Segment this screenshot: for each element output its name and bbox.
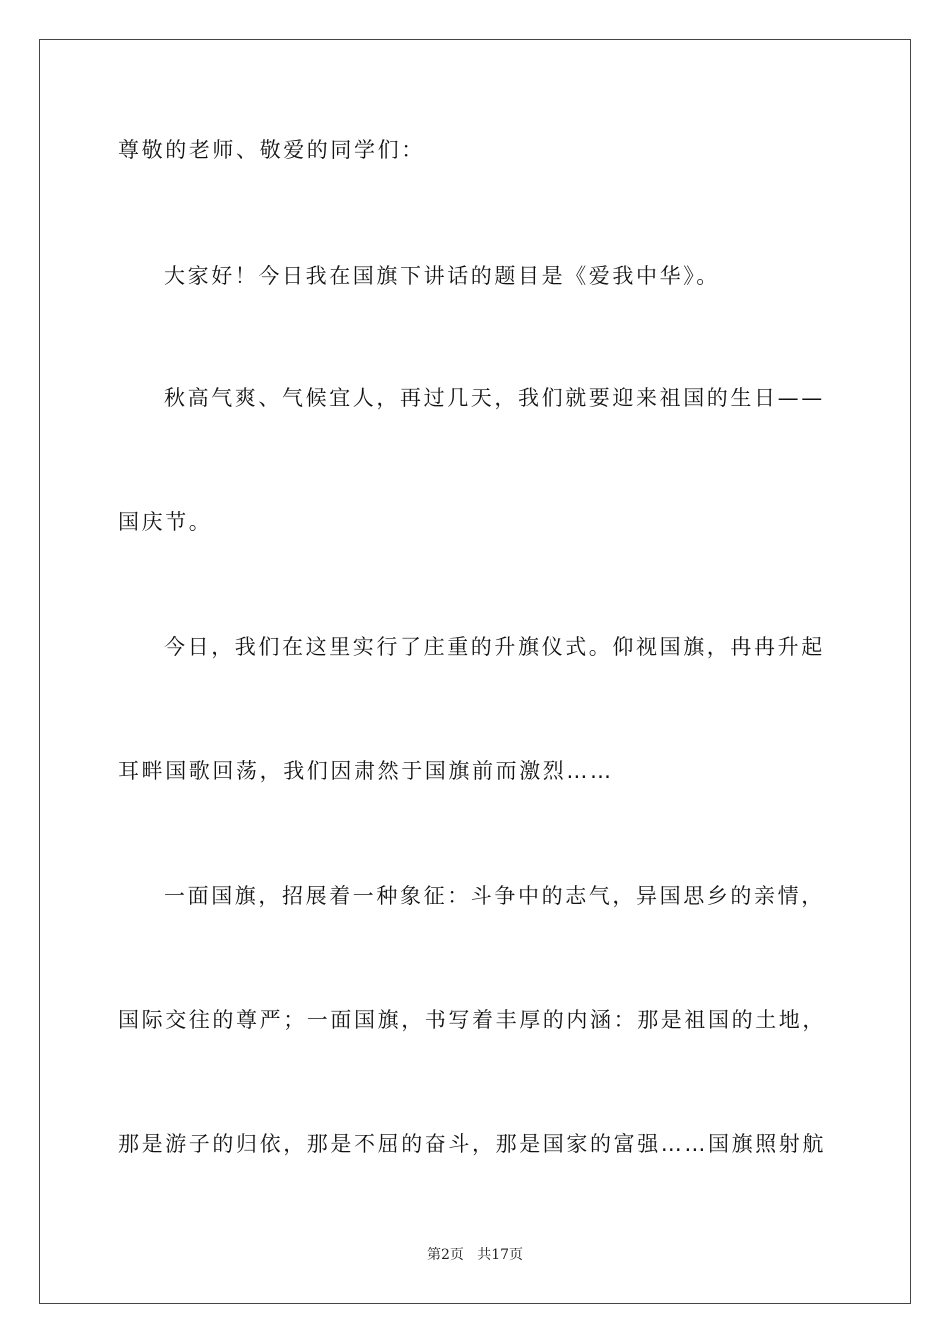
paragraph-line: 耳畔国歌回荡，我们因肃然于国旗前而激烈…… [118,759,614,783]
page-frame [39,39,911,1304]
page-number-footer: 第2页 共17页 [426,1247,524,1263]
paragraph-line: 国庆节。 [118,510,213,534]
paragraph-line: 国际交往的尊严；一面国旗，书写着丰厚的内涵：那是祖国的土地， [118,1008,826,1032]
paragraph-line: 那是游子的归依，那是不屈的奋斗，那是国家的富强……国旗照射航 [118,1132,826,1156]
paragraph-line: 秋高气爽、气候宜人，再过几天，我们就要迎来祖国的生日—— [164,386,825,410]
salutation-line: 尊敬的老师、敬爱的同学们： [118,138,425,162]
paragraph-line: 大家好！今日我在国旗下讲话的题目是《爱我中华》。 [164,264,720,288]
paragraph-line: 一面国旗，招展着一种象征：斗争中的志气，异国思乡的亲情， [164,884,825,908]
paragraph-line: 今日，我们在这里实行了庄重的升旗仪式。仰视国旗，冉冉升起 [164,635,825,659]
